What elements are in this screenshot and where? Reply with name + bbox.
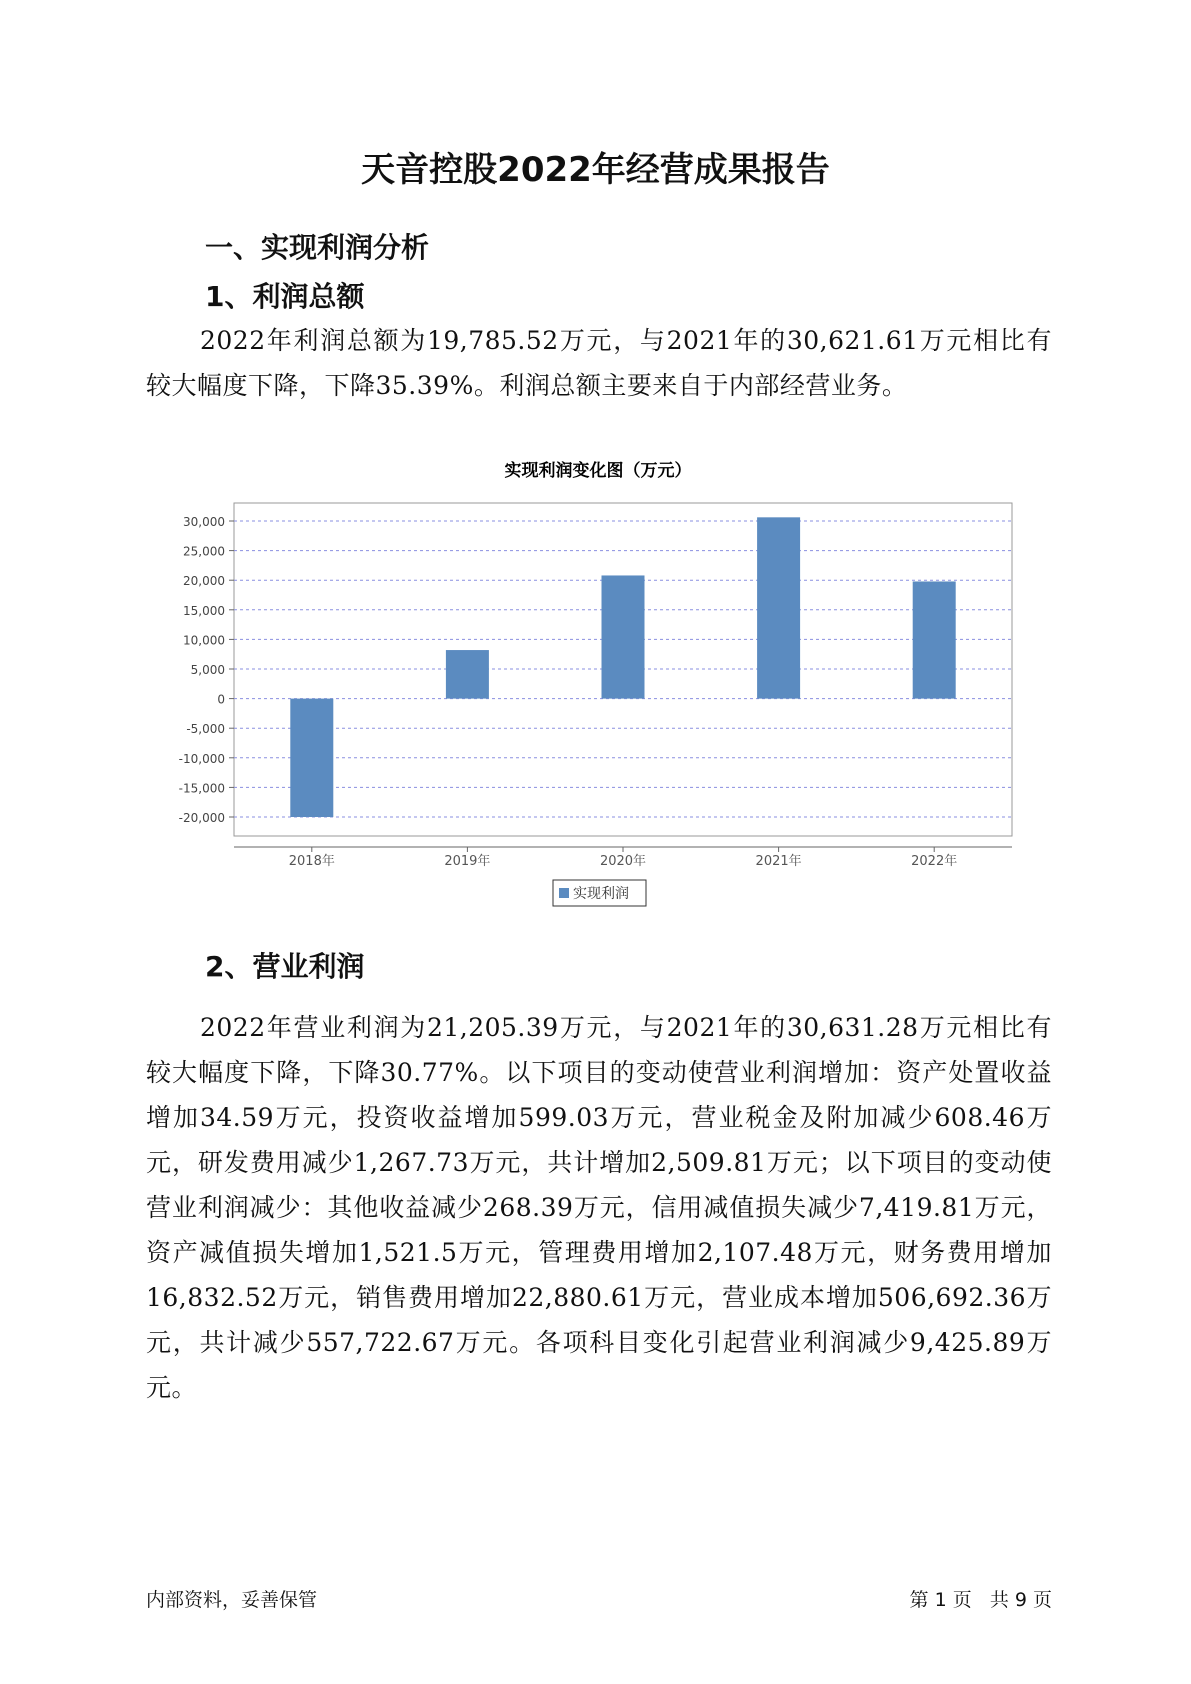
- x-tick-label: 2020年: [599, 854, 647, 869]
- page-title: 天音控股2022年经营成果报告: [361, 150, 830, 190]
- legend-swatch: [559, 888, 569, 898]
- section-heading-profit-analysis: 一、实现利润分析: [205, 231, 430, 264]
- subsection-heading-operating-profit: 2、营业利润: [205, 950, 365, 983]
- bar: [446, 650, 489, 699]
- y-tick-label: -10,000: [178, 751, 225, 766]
- paragraph-total-profit: 2022年利润总额为19,785.52万元，与2021年的30,621.61万元相比有较大幅度下降，下降35.39%。利润总额主要来自于内部经营业务。: [146, 326, 1052, 400]
- x-tick-label: 2018年: [288, 854, 335, 869]
- footer-confidential-note: 内部资料，妥善保管: [146, 1589, 318, 1611]
- chart-legend: [553, 880, 646, 906]
- y-tick-label: -20,000: [178, 811, 225, 825]
- paragraph-operating-profit: 2022年营业利润为21,205.39万元，与2021年的30,631.28万元相比有较大幅度下降，下降30.77%。以下项目的变动使营业利润增加：资产处置收益增加34.59万元，投资收益增加599.03万元，营业税金及附加减少608.46万元，研发费用减少1,267.73万元，共计增加2,509.81万元；以下项目的变动使营业利润减少：其他收益减少268.39万元，信用减值损失减少7,419.81万元，资产减值损失增加1,521.5万元，管理费用增加2,107.48万元，财务费用增加16,832.52万元，销售费用增加22,880.61万元，营业成本增加506,692.36万元，共计减少557,722.67万元。各项科目变化引起营业利润减少9,425.89万元。: [146, 1013, 1052, 1402]
- chart-title: 实现利润变化图（万元）: [504, 461, 692, 481]
- y-tick-label: -15,000: [178, 781, 225, 796]
- y-tick-label: 20,000: [183, 574, 225, 589]
- subsection-heading-total-profit: 1、利润总额: [205, 280, 365, 313]
- y-tick-label: 30,000: [183, 515, 225, 529]
- y-tick-label: 15,000: [183, 603, 225, 618]
- y-axis: [179, 515, 234, 825]
- y-tick-label: 0: [217, 692, 225, 707]
- y-tick-label: -5,000: [186, 722, 225, 737]
- y-tick-label: 25,000: [183, 544, 225, 559]
- bar: [913, 581, 956, 698]
- x-tick-label: 2022年: [911, 854, 958, 869]
- bar: [602, 575, 645, 698]
- y-tick-label: 5,000: [190, 663, 225, 677]
- bar: [757, 517, 800, 698]
- footer-page-number: 第 1 页 共 9 页: [909, 1589, 1052, 1611]
- x-tick-label: 2021年: [755, 854, 802, 869]
- x-axis: [289, 847, 957, 869]
- y-tick-label: 10,000: [183, 633, 225, 648]
- bar: [290, 699, 333, 817]
- legend-label: 实现利润: [573, 886, 629, 902]
- x-tick-label: 2019年: [444, 854, 491, 869]
